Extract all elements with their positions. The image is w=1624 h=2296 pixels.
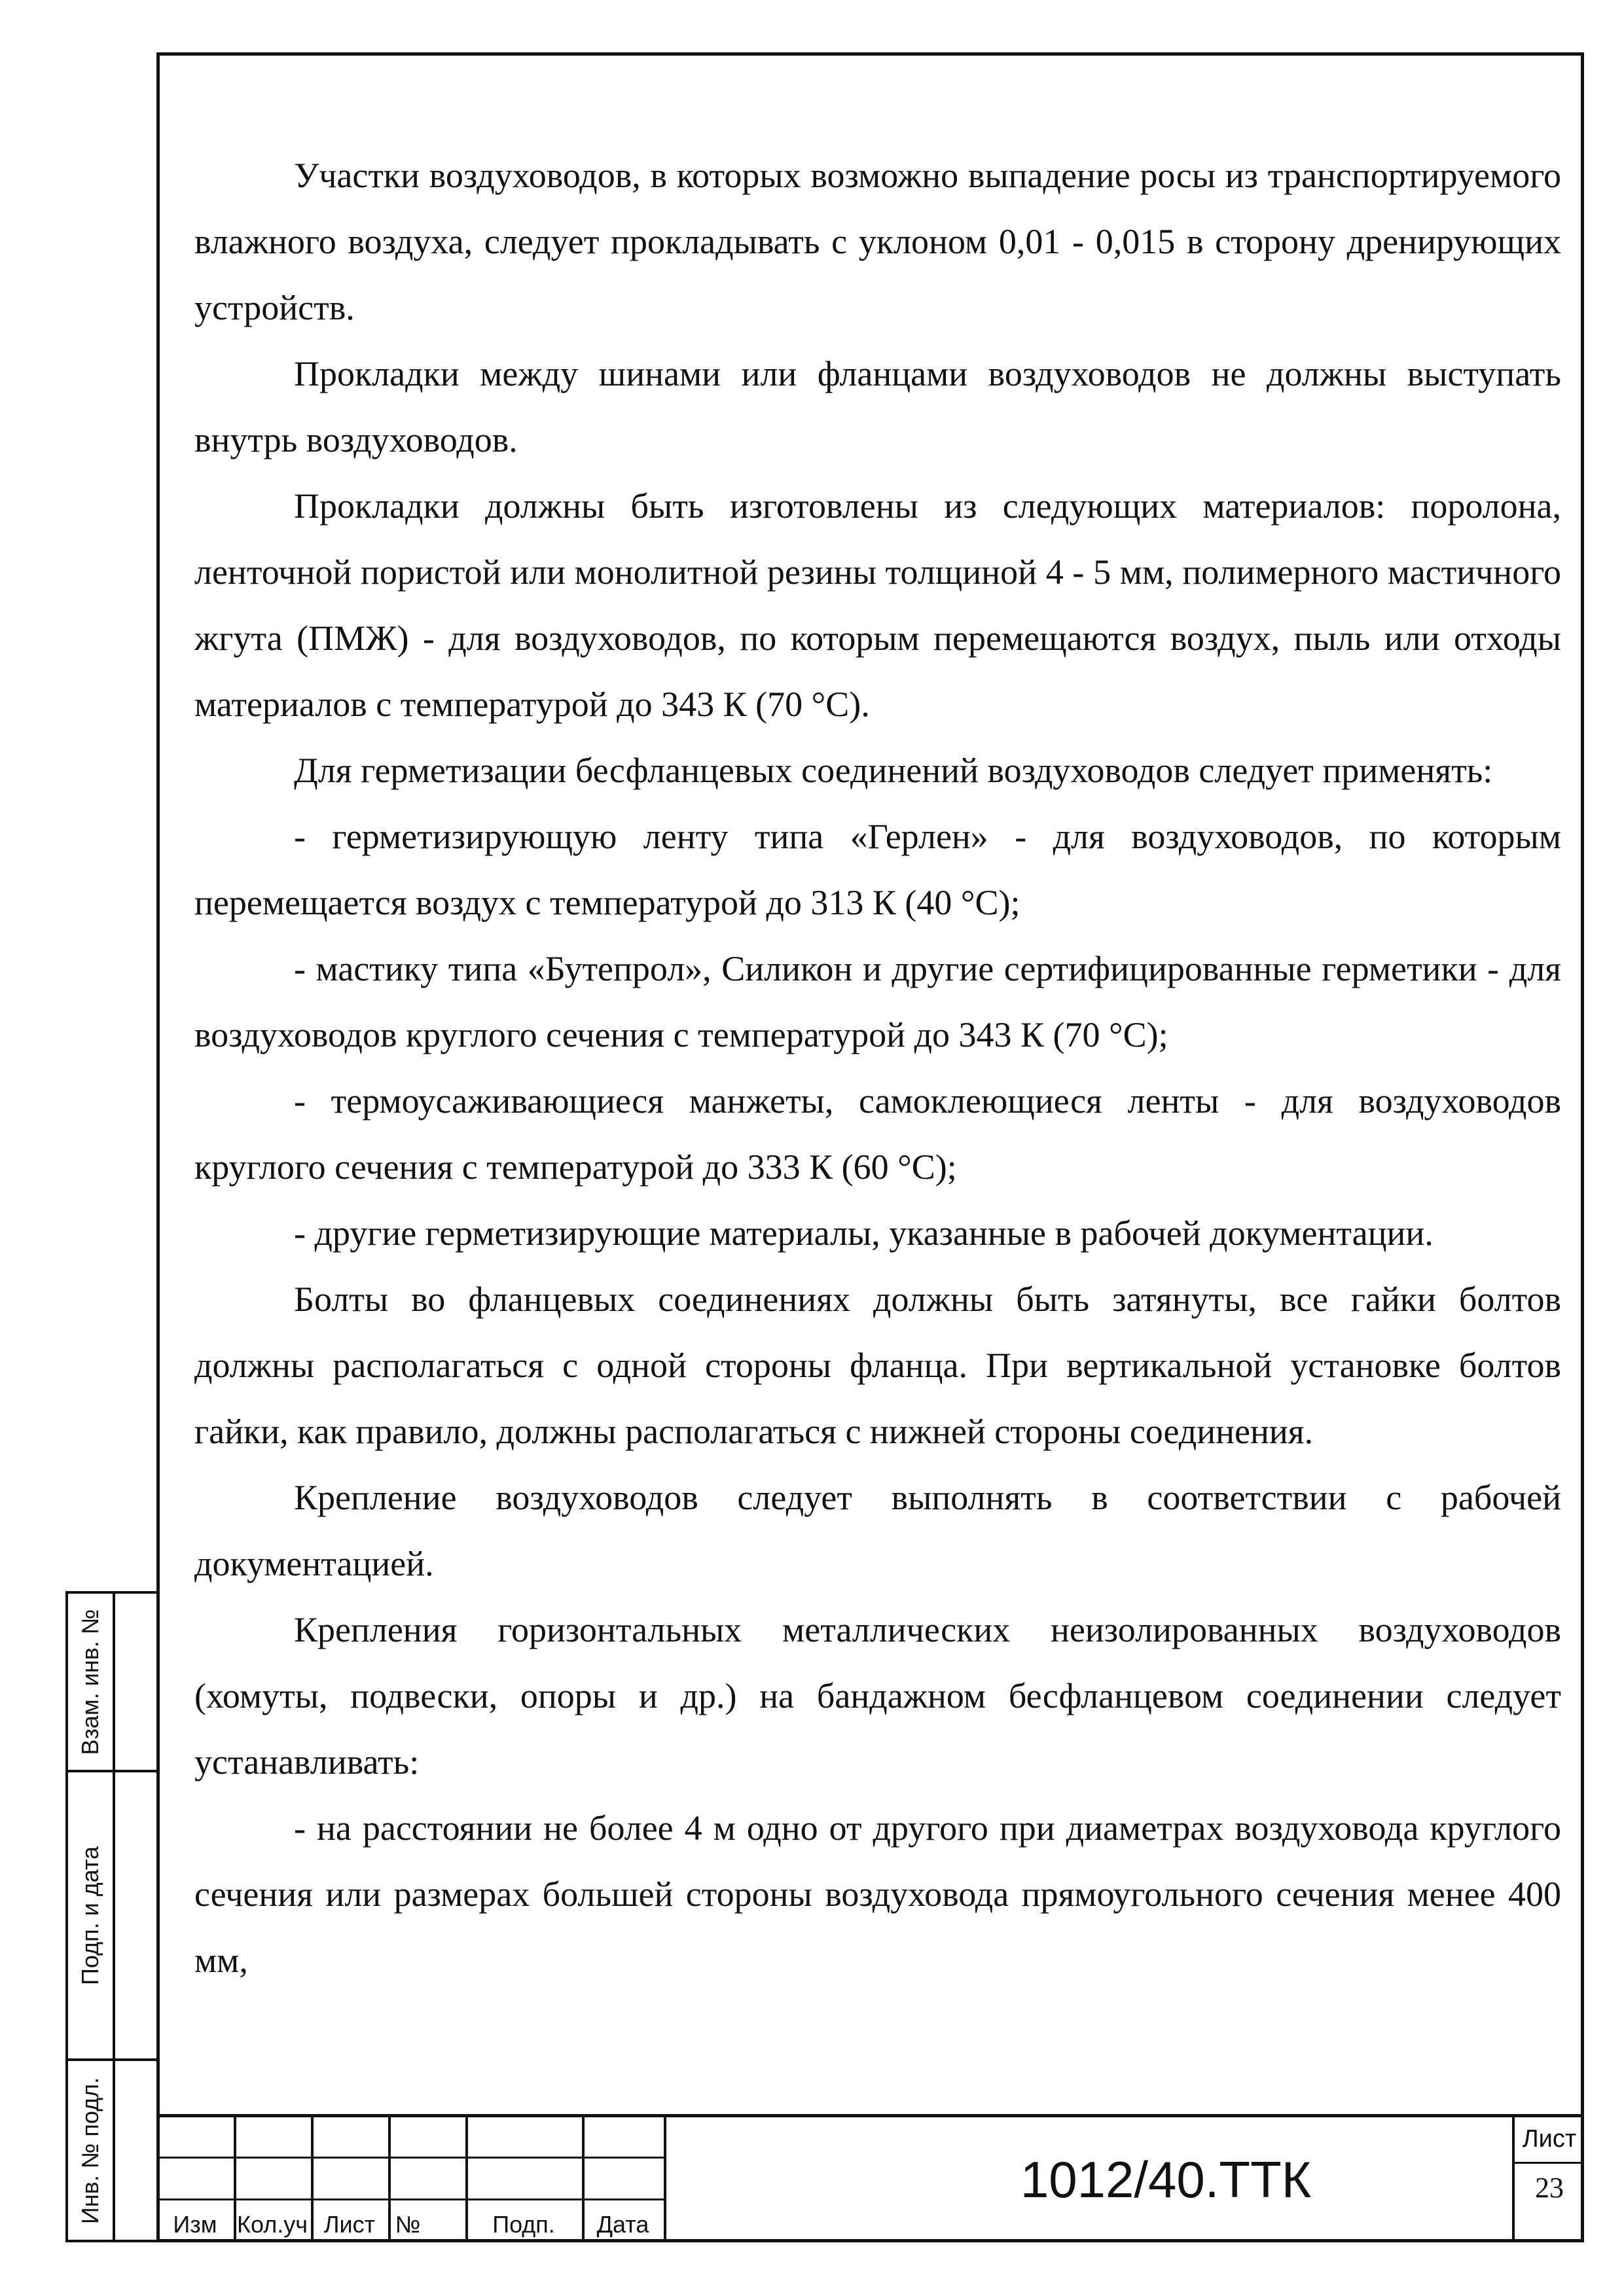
paragraph: Прокладки должны быть изготовлены из следующих материалов: поролона, ленточной пористой или монолитной резины толщиной 4 - 5 мм, полимерного мастичного жгута (ПМЖ) - для воздуховодов, по которым перемещаются воздух, пыль или отходы материалов с температурой до 343 К (70 °С). — [194, 486, 1561, 724]
header-signature: Подп. — [492, 2211, 555, 2238]
list-item: - термоусаживающиеся манжеты, самоклеющиеся ленты - для воздуховодов круглого сечения с температурой до 333 К (60 °С); — [194, 1081, 1561, 1187]
document-body — [194, 143, 1561, 1994]
header-sheet: Лист — [323, 2211, 376, 2238]
document-code: 1012/40.ТТК — [664, 2117, 1624, 2242]
title-block — [156, 2114, 1584, 2242]
header-quantity: Кол.уч — [237, 2211, 308, 2238]
paragraph: Болты во фланцевых соединениях должны быть затянуты, все гайки болтов должны располагаться с одной стороны фланца. При вертикальной установке болтов гайки, как правило, должны располагаться с нижней стороны соединения. — [194, 1280, 1561, 1451]
side-stamp-signature-date — [65, 1770, 156, 2061]
sheet-cell — [1512, 2117, 1584, 2242]
list-item: - на расстоянии не более 4 м одно от другого при диаметрах воздуховода круглого сечения или размерах большей стороны воздуховода прямоугольного сечения менее 400 мм, — [194, 1808, 1561, 1980]
paragraph: Участки воздуховодов, в которых возможно выпадение росы из транспортируемого влажного воздуха, следует прокладывать с уклоном 0,01 - 0,015 в сторону дренирующих устройств. — [194, 156, 1561, 327]
paragraph: Крепление воздуховодов следует выполнять в соответствии с рабочей документацией. — [194, 1478, 1561, 1583]
list-item: - другие герметизирующие материалы, указанные в рабочей документации. — [294, 1213, 1434, 1253]
side-stamp-original-inv — [65, 2058, 156, 2242]
header-date: Дата — [596, 2211, 649, 2238]
side-stamp-label: Взам. инв. № — [77, 1608, 103, 1755]
list-item: - герметизирующую ленту типа «Герлен» - для воздуховодов, по которым перемещается воздух с температурой до 313 К (40 °С); — [194, 817, 1561, 922]
sheet-number: 23 — [1535, 2172, 1564, 2204]
paragraph: Для герметизации бесфланцевых соединений воздуховодов следует применять: — [294, 751, 1493, 790]
side-stamp-label: Инв. № подл. — [77, 2077, 103, 2224]
side-stamp-label: Подп. и дата — [77, 1846, 103, 1985]
paragraph: Крепления горизонтальных металлических неизолированных воздуховодов (хомуты, подвески, опоры и др.) на бандажном бесфланцевом соединении следует устанавливать: — [194, 1610, 1561, 1782]
list-item: - мастику типа «Бутепрол», Силикон и другие сертифицированные герметики - для воздуховодов круглого сечения с температурой до 343 К (70 °С); — [194, 949, 1561, 1054]
side-stamp-replacement-inv — [65, 1591, 156, 1772]
header-change: Изм — [173, 2211, 217, 2238]
header-doc-number: № — [395, 2211, 421, 2238]
paragraph: Прокладки между шинами или фланцами воздуховодов не должны выступать внутрь воздуховодов. — [194, 354, 1561, 459]
revision-grid — [156, 2117, 664, 2242]
sheet-label: Лист — [1522, 2125, 1577, 2153]
